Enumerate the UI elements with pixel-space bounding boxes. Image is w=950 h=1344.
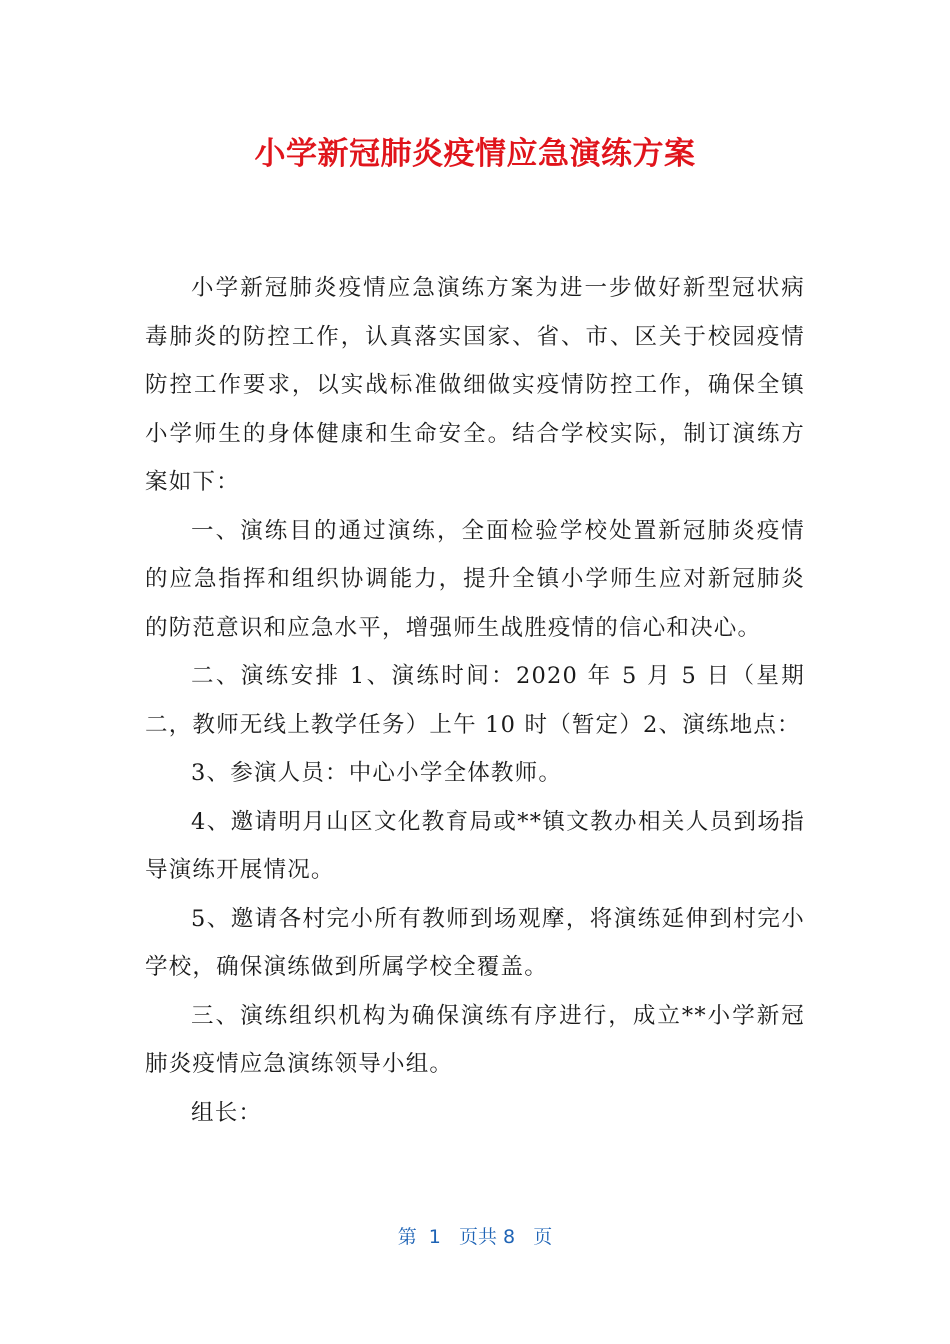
- paragraph-purpose: 一、演练目的通过演练，全面检验学校处置新冠肺炎疫情的应急指挥和组织协调能力，提升全镇小学师生应对新冠肺炎的防范意识和应急水平，增强师生战胜疫情的信心和决心。: [145, 517, 805, 641]
- page-number-footer: 第 1 页共 8 页: [397, 1226, 553, 1248]
- document-body: [145, 264, 805, 1137]
- paragraph-team-leader: 组长：: [191, 1099, 263, 1126]
- paragraph-participants: 3、参演人员：中心小学全体教师。: [191, 760, 563, 786]
- paragraph-schedule: 二、演练安排 1、演练时间：2020 年 5 月 5 日（星期二，教师无线上教学任务）上午 10 时（暂定）2、演练地点：: [145, 663, 805, 738]
- paragraph-organization: 三、演练组织机构为确保演练有序进行，成立**小学新冠肺炎疫情应急演练领导小组。: [145, 1002, 805, 1077]
- paragraph-intro: 小学新冠肺炎疫情应急演练方案为进一步做好新型冠状病毒肺炎的防控工作，认真落实国家、省、市、区关于校园疫情防控工作要求，以实战标准做细做实疫情防控工作，确保全镇小学师生的身体健康和生命安全。结合学校实际，制订演练方案如下：: [145, 275, 805, 495]
- document-title: 小学新冠肺炎疫情应急演练方案: [254, 136, 696, 172]
- paragraph-invite-teachers: 5、邀请各村完小所有教师到场观摩，将演练延伸到村完小学校，确保演练做到所属学校全覆盖。: [145, 905, 805, 980]
- paragraph-invite-bureau: 4、邀请明月山区文化教育局或**镇文教办相关人员到场指导演练开展情况。: [145, 808, 805, 883]
